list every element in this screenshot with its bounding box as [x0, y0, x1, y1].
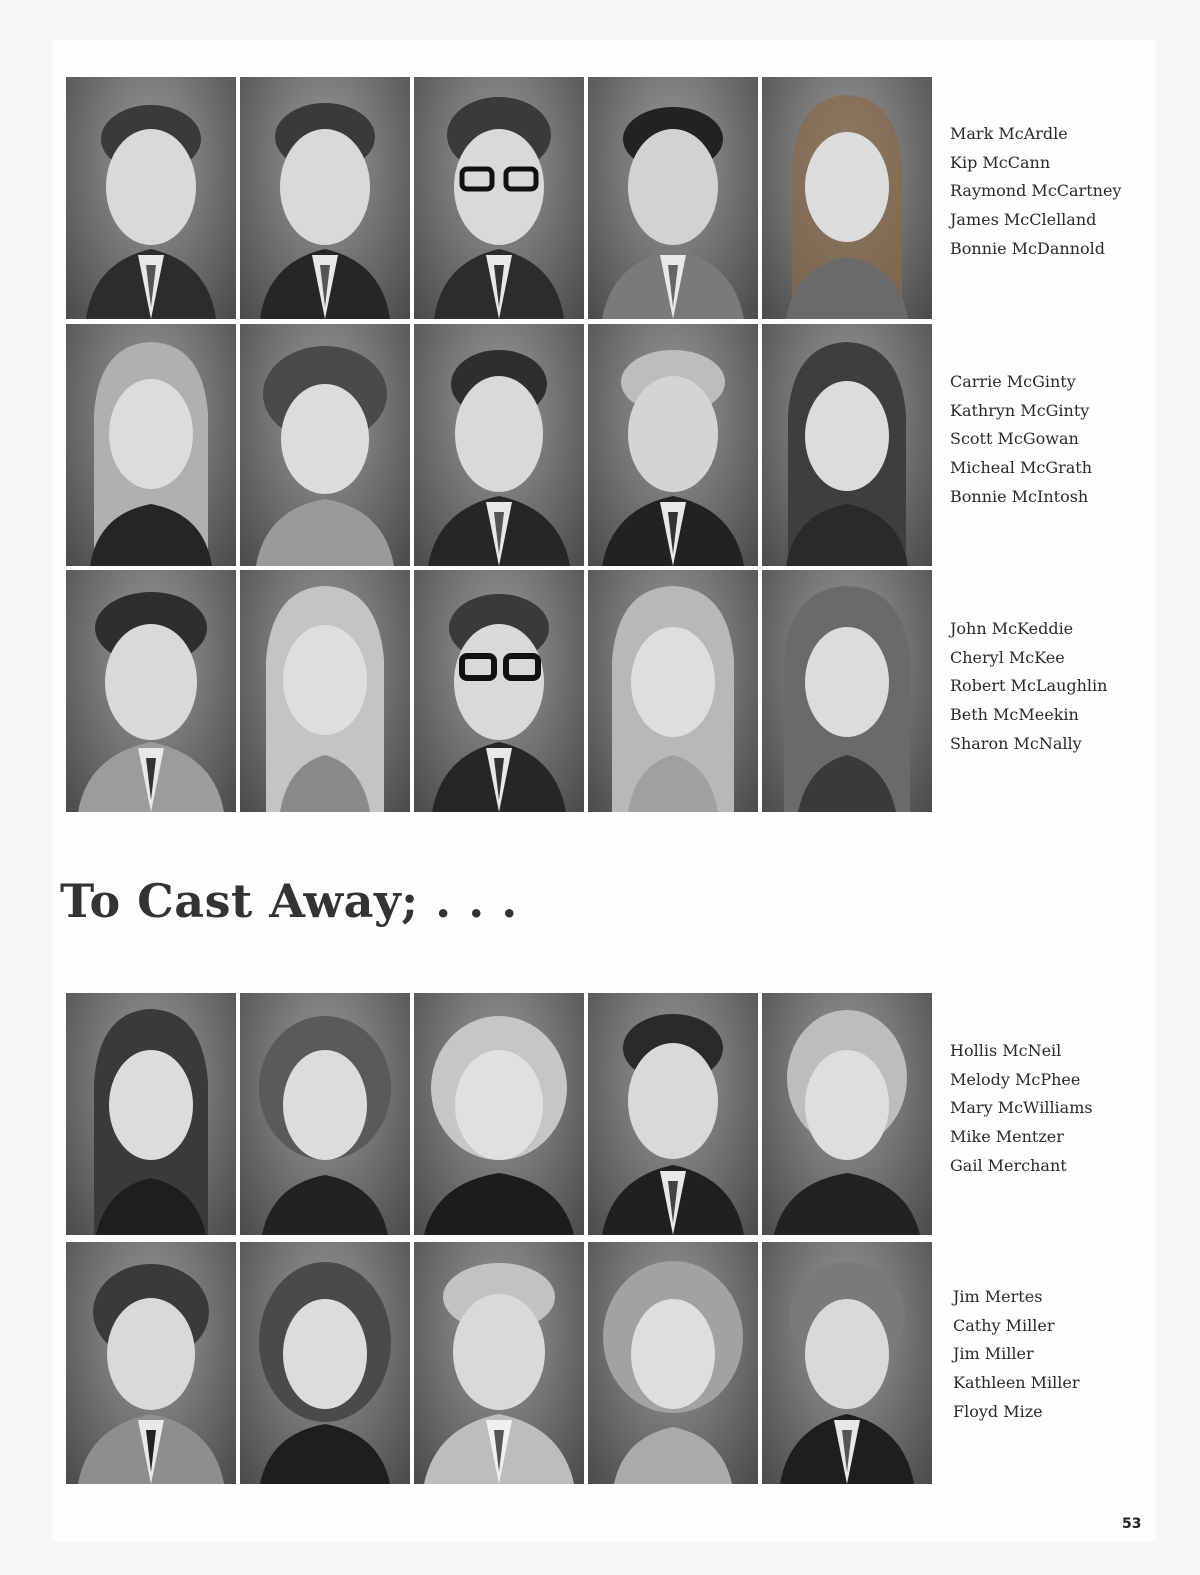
portrait-micheal-mcgrath	[588, 324, 758, 566]
portrait-mark-mcardle	[66, 77, 236, 319]
portrait-floyd-mize	[762, 1242, 932, 1484]
student-name: Kathryn McGinty	[950, 400, 1090, 420]
student-name: Jim Miller	[953, 1344, 1034, 1364]
portrait-beth-mcmeekin	[588, 570, 758, 812]
student-name: James McClelland	[950, 210, 1097, 230]
student-name: Raymond McCartney	[950, 181, 1122, 201]
portrait-row-2	[66, 324, 932, 566]
student-name: Cheryl McKee	[950, 647, 1065, 667]
portrait-row-4	[66, 993, 932, 1235]
page-number: 53	[1122, 1516, 1142, 1532]
name-list-row-5	[953, 1283, 1153, 1427]
student-name: Melody McPhee	[950, 1069, 1081, 1089]
portrait-scott-mcgowan	[414, 324, 584, 566]
student-name: Carrie McGinty	[950, 372, 1076, 391]
portrait-cathy-miller	[240, 1242, 410, 1484]
portrait-john-mckeddie	[66, 570, 236, 812]
portrait-row-3	[66, 570, 932, 812]
student-name: Bonnie McIntosh	[950, 486, 1089, 506]
portrait-james-mcclelland	[588, 77, 758, 319]
student-name: Scott McGowan	[950, 429, 1079, 449]
name-list-row-3	[950, 615, 1150, 759]
student-name: Bonnie McDannold	[950, 238, 1105, 258]
name-list-row-2	[950, 368, 1150, 512]
portrait-robert-mclaughlin	[414, 570, 584, 812]
portrait-row-5	[66, 1242, 932, 1484]
portrait-jim-mertes	[66, 1242, 236, 1484]
portrait-cheryl-mckee	[240, 570, 410, 812]
name-list-row-4	[950, 1037, 1150, 1181]
student-name: Gail Merchant	[950, 1155, 1067, 1175]
student-name: Mary McWilliams	[950, 1098, 1093, 1118]
portrait-sharon-mcnally	[762, 570, 932, 812]
student-name: Kathleen Miller	[953, 1373, 1080, 1393]
portrait-kathryn-mcginty	[240, 324, 410, 566]
portrait-kathleen-miller	[588, 1242, 758, 1484]
student-name: Mark McArdle	[950, 124, 1068, 143]
portrait-hollis-mcneil	[66, 993, 236, 1235]
portrait-mary-mcwilliams	[414, 993, 584, 1235]
portrait-carrie-mcginty	[66, 324, 236, 566]
student-name: Sharon McNally	[950, 733, 1082, 753]
portrait-mike-mentzer	[588, 993, 758, 1235]
portrait-bonnie-mcdannold	[762, 77, 932, 319]
portrait-bonnie-mcintosh	[762, 324, 932, 566]
student-name: Floyd Mize	[953, 1401, 1043, 1421]
portrait-kip-mccann	[240, 77, 410, 319]
portrait-raymond-mccartney	[414, 77, 584, 319]
student-name: Micheal McGrath	[950, 458, 1093, 478]
portrait-melody-mcphee	[240, 993, 410, 1235]
page-headline: To Cast Away; . . .	[60, 874, 518, 928]
student-name: Robert McLaughlin	[950, 676, 1108, 696]
student-name: Hollis McNeil	[950, 1041, 1062, 1060]
name-list-row-1	[950, 120, 1150, 264]
portrait-row-1	[66, 77, 932, 319]
portrait-jim-miller	[414, 1242, 584, 1484]
portrait-gail-merchant	[762, 993, 932, 1235]
student-name: Beth McMeekin	[950, 705, 1079, 725]
student-name: Mike Mentzer	[950, 1127, 1064, 1147]
student-name: Cathy Miller	[953, 1315, 1055, 1335]
student-name: John McKeddie	[950, 619, 1074, 638]
student-name: Kip McCann	[950, 152, 1051, 172]
student-name: Jim Mertes	[953, 1287, 1043, 1306]
